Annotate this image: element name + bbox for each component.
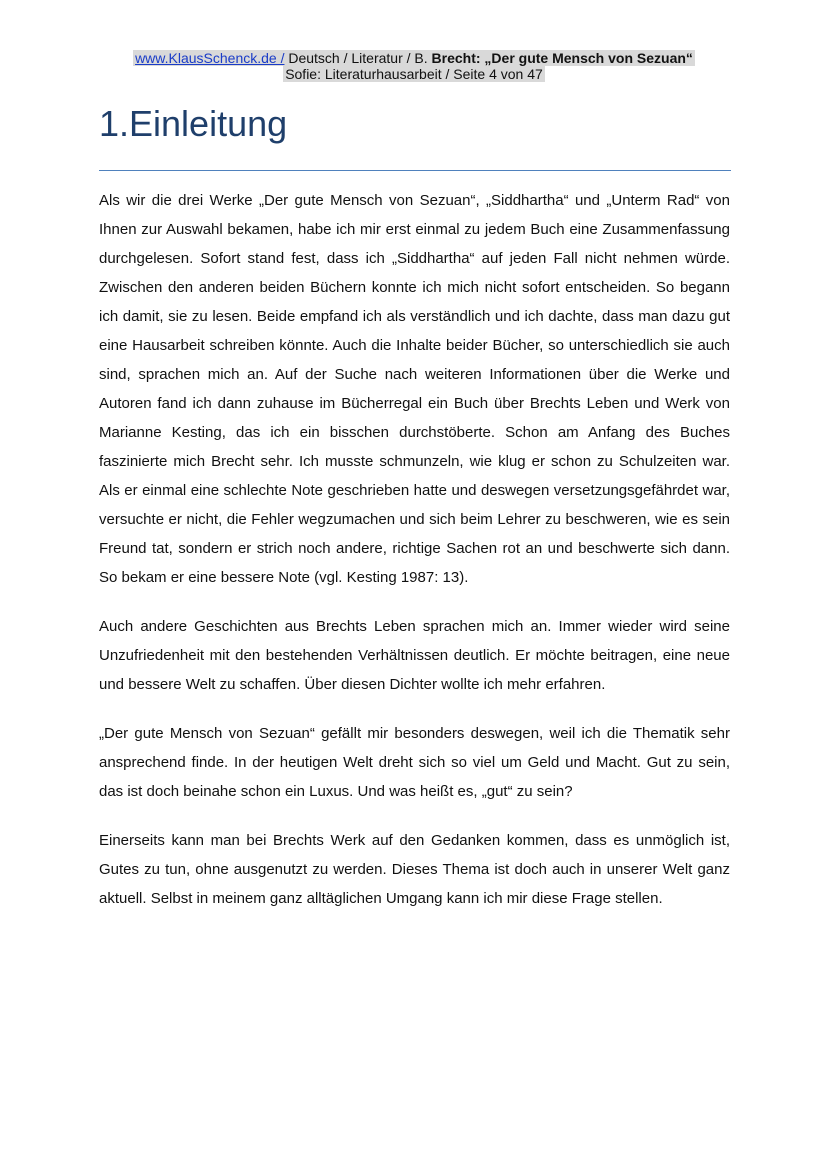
document-body [99, 186, 730, 933]
header-work-title: Brecht: „Der gute Mensch von Sezuan“ [431, 50, 693, 66]
header-path: Deutsch / Literatur / B. [284, 50, 432, 66]
title-divider [99, 170, 731, 171]
section-title: 1.Einleitung [99, 103, 288, 144]
site-link[interactable]: www.KlausSchenck.de / [135, 50, 285, 66]
paragraph: Als wir die drei Werke „Der gute Mensch von Sezuan“, „Siddhartha“ und „Unterm Rad“ von Ihnen zur Auswahl bekamen, habe ich mir erst einmal zu jedem Buch eine Zusammenfassung durchgelesen. Sofort stand fest, dass ich „Siddhartha“ auf jeden Fall nicht nehmen würde. Zwischen den anderen beiden Büchern konnte ich mich nicht sofort entscheiden. So begann ich damit, sie zu lesen. Beide empfand ich als verständlich und ich dachte, dass man dazu gut eine Hausarbeit schreiben könnte. Auch die Inhalte beider Bücher, so unterschiedlich sie auch sind, sprachen mich an. Auf der Suche nach weiteren Informationen über die Werke und Autoren fand ich dann zuhause im Bücherregal ein Buch über Brechts Leben und Werk von Marianne Kesting, das ich ein bisschen durchstöberte. Schon am Anfang des Buches faszinierte mich Brecht sehr. Ich musste schmunzeln, wie klug er schon zu Schulzeiten war. Als er einmal eine schlechte Note geschrieben hatte und deswegen versetzungsgefährdet war, versuchte er nicht, die Fehler wegzumachen und sich beim Lehrer zu beschweren, wie es sein Freund tat, sondern er strich noch andere, richtige Sachen rot an und beschwerte sich dann. So bekam er eine bessere Note (vgl. Kesting 1987: 13). [99, 192, 730, 586]
paragraph: Auch andere Geschichten aus Brechts Leben sprachen mich an. Immer wieder wird seine Unzufriedenheit mit den bestehenden Verhältnissen deutlich. Er möchte beitragen, eine neue und bessere Welt zu schaffen. Über diesen Dichter wollte ich mehr erfahren. [99, 618, 730, 693]
paragraph: „Der gute Mensch von Sezuan“ gefällt mir besonders deswegen, weil ich die Thematik sehr ansprechend finde. In der heutigen Welt dreht sich so viel um Geld und Macht. Gut zu sein, das ist doch beinahe schon ein Luxus. Und was heißt es, „gut“ zu sein? [99, 725, 730, 800]
header-subline: Sofie: Literaturhausarbeit / Seite 4 von 47 [285, 66, 543, 82]
page-header [0, 50, 828, 82]
paragraph: Einerseits kann man bei Brechts Werk auf den Gedanken kommen, dass es unmöglich ist, Gutes zu tun, ohne ausgenutzt zu werden. Dieses Thema ist doch auch in unserer Welt ganz aktuell. Selbst in meinem ganz alltäglichen Umgang kann ich mir diese Frage stellen. [99, 832, 730, 907]
header-line-1 [133, 50, 695, 66]
